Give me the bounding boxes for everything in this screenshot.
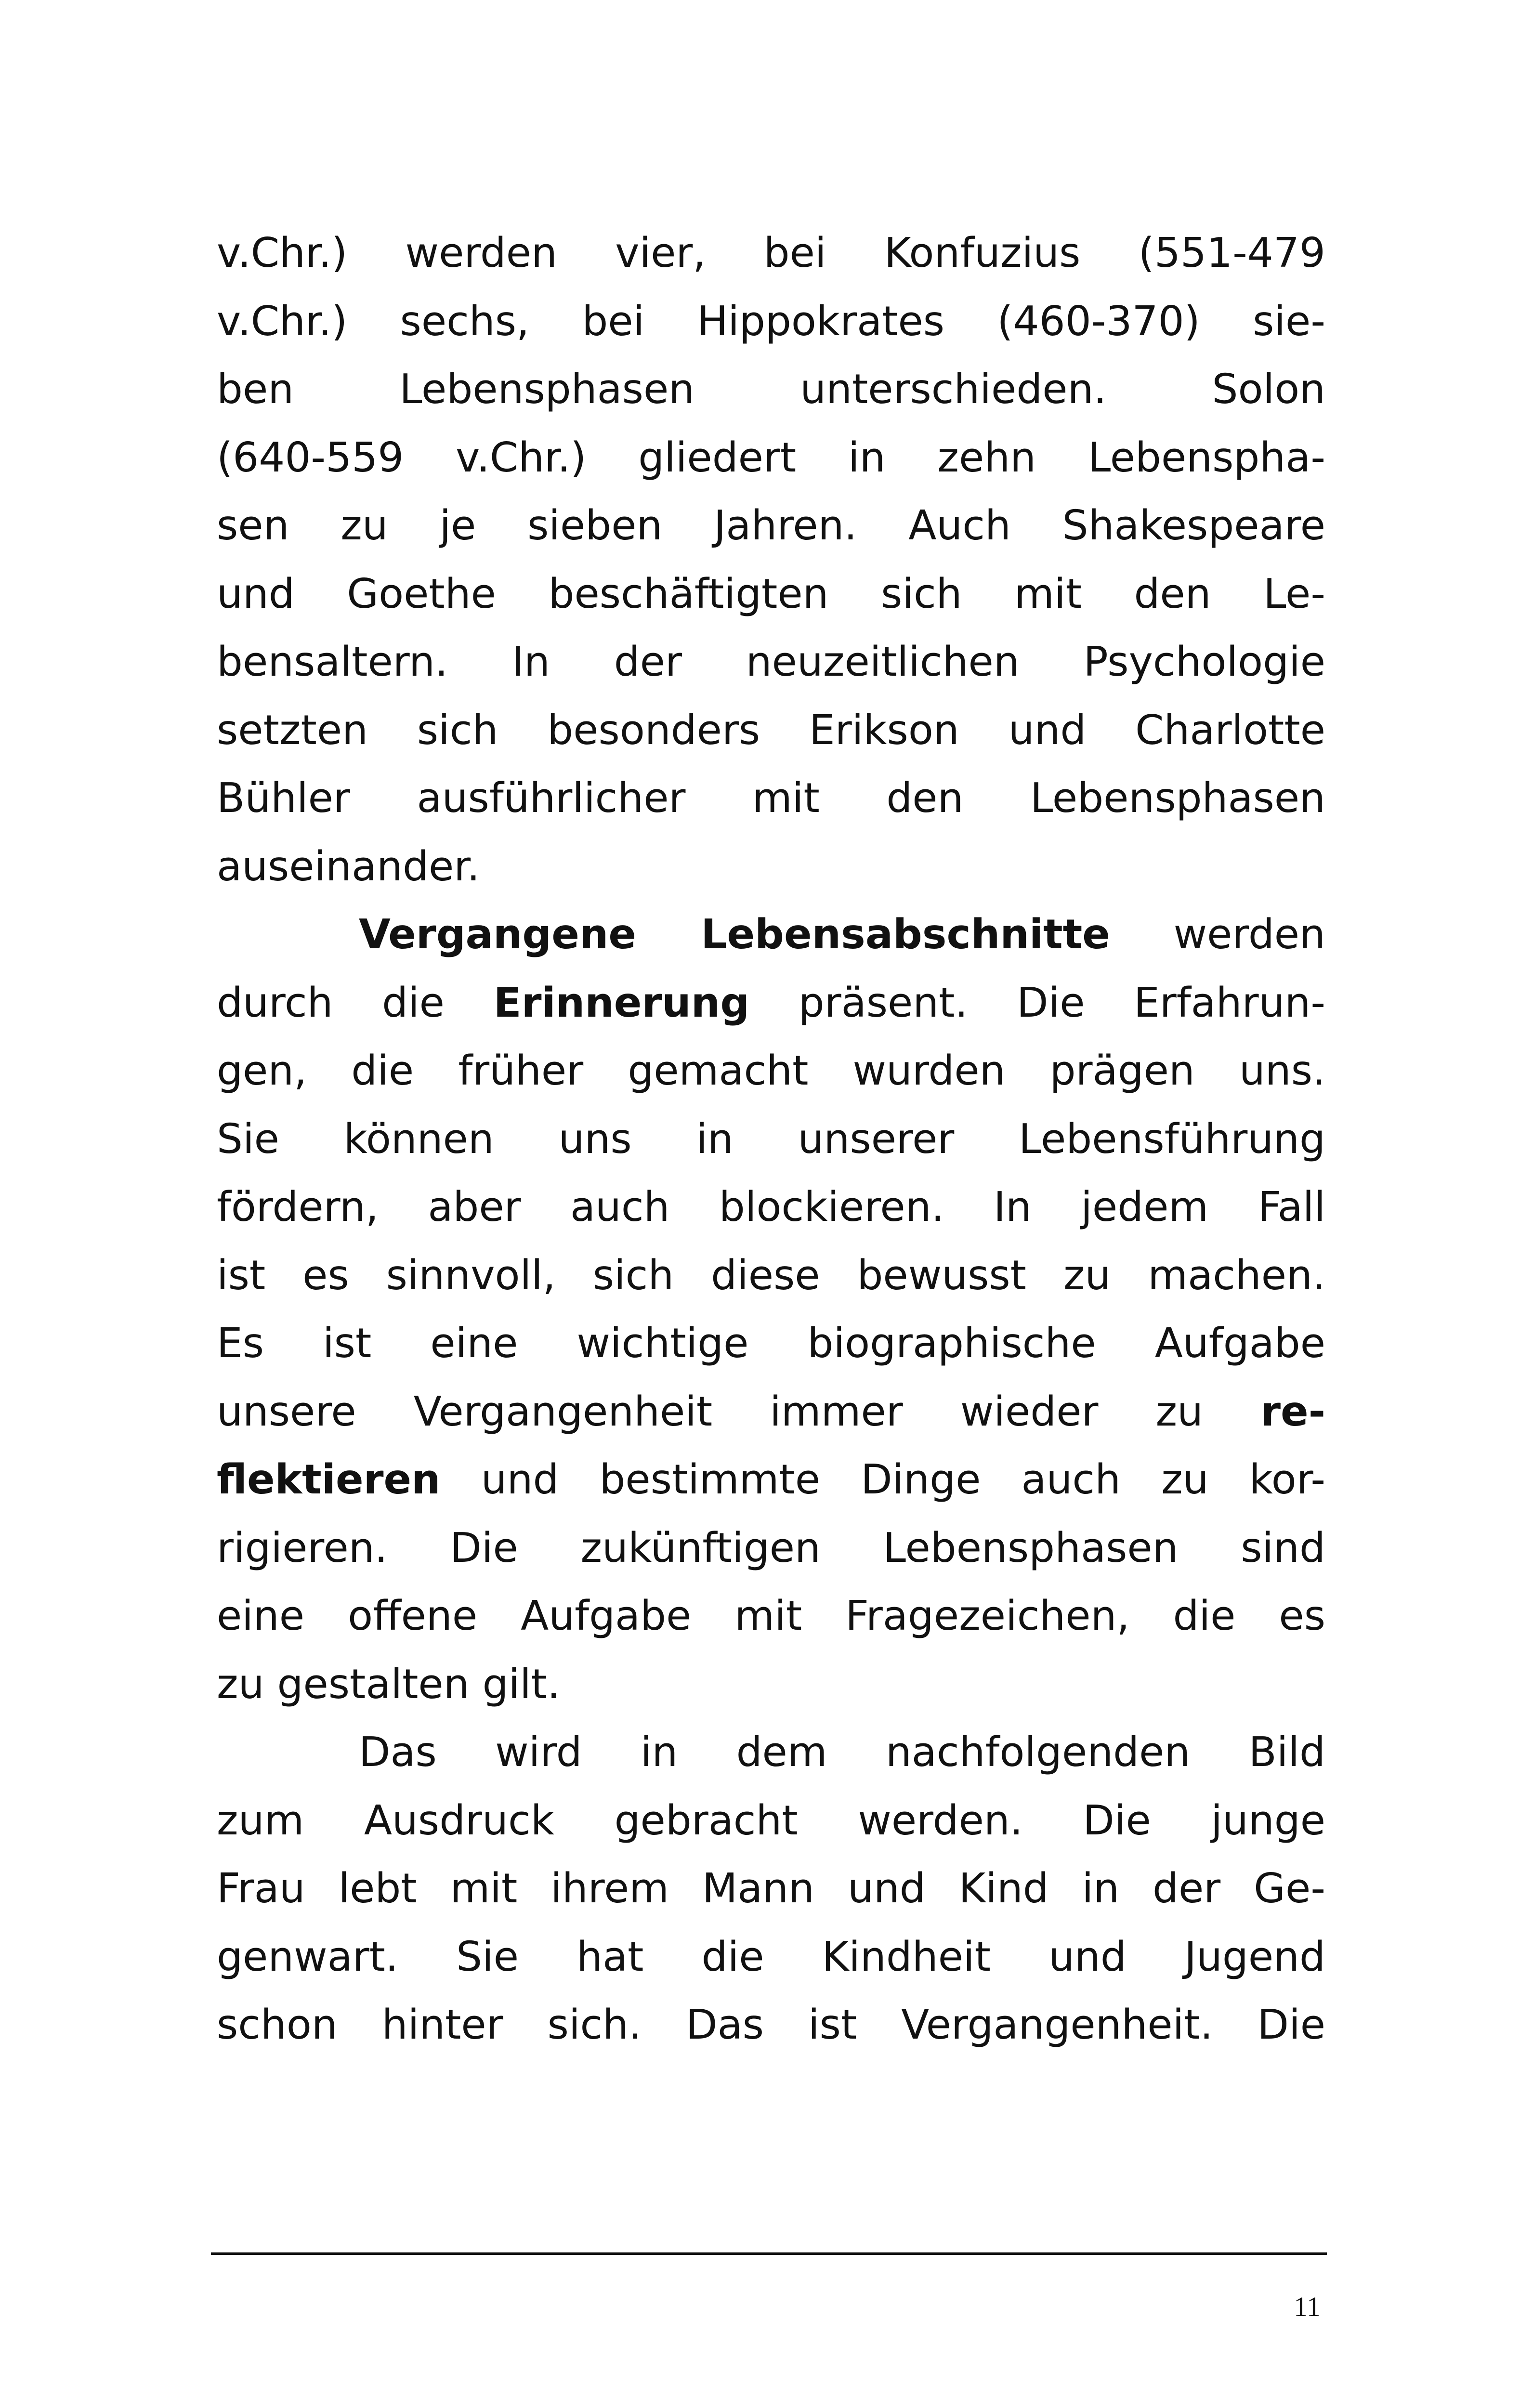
text-line-9: Bühler ausführlicher mit den Lebensphasen: [217, 774, 1325, 822]
text-line-3: ben Lebensphasen unterschieden. Solon: [217, 366, 1325, 413]
page-body: [217, 219, 1325, 2059]
text-line-11: [217, 901, 1325, 969]
text-line-12: [217, 969, 1325, 1037]
text-line-22: zu gestalten gilt.: [217, 1660, 561, 1708]
bold-term-reflektieren-part1: re-: [1260, 1387, 1325, 1436]
text-fragment: präsent. Die Erfahrun-: [749, 979, 1326, 1027]
text-line-26: genwart. Sie hat die Kindheit und Jugend: [217, 1933, 1325, 1981]
text-line-24: zum Ausdruck gebracht werden. Die junge: [217, 1796, 1325, 1845]
text-line-5: sen zu je sieben Jahren. Auch Shakespeare: [217, 502, 1325, 550]
text-line-18: [217, 1378, 1325, 1446]
text-line-16: ist es sinnvoll, sich diese bewusst zu machen.: [217, 1251, 1325, 1299]
text-fragment: durch die: [217, 979, 494, 1027]
text-line-25: Frau lebt mit ihrem Mann und Kind in der Ge-: [217, 1865, 1325, 1912]
text-line-4: (640-559 v.Chr.) gliedert in zehn Lebenspha-: [217, 433, 1325, 482]
text-line-20: rigieren. Die zukünftigen Lebensphasen sind: [217, 1524, 1325, 1572]
text-line-8: setzten sich besonders Erikson und Charlotte: [217, 706, 1325, 754]
text-fragment: werden: [1110, 911, 1325, 958]
bold-term-reflektieren-part2: flektieren: [217, 1456, 441, 1504]
text-line-10: auseinander.: [217, 842, 480, 890]
bold-term-vergangene-lebensabschnitte: Vergangene Lebensabschnitte: [359, 911, 1110, 958]
text-line-13: gen, die früher gemacht wurden prägen uns.: [217, 1047, 1325, 1095]
bold-term-erinnerung: Erinnerung: [493, 979, 750, 1027]
footer-rule: [211, 2252, 1327, 2255]
text-line-23: Das wird in dem nachfolgenden Bild: [359, 1728, 1325, 1776]
text-fragment: unsere Vergangenheit immer wieder zu: [217, 1387, 1261, 1436]
text-line-21: eine offene Aufgabe mit Fragezeichen, die es: [217, 1592, 1325, 1640]
text-line-1: v.Chr.) werden vier, bei Konfuzius (551-479: [217, 229, 1325, 277]
text-line-6: und Goethe beschäftigten sich mit den Le-: [217, 570, 1325, 618]
page-number: 11: [1294, 2291, 1321, 2322]
text-line-2: v.Chr.) sechs, bei Hippokrates (460-370) sie-: [217, 297, 1325, 345]
text-line-7: bensaltern. In der neuzeitlichen Psychologie: [217, 638, 1325, 686]
text-line-19: [217, 1446, 1325, 1514]
text-line-27: schon hinter sich. Das ist Vergangenheit. Die: [217, 2001, 1325, 2049]
text-fragment: und bestimmte Dinge auch zu kor-: [440, 1456, 1325, 1504]
text-line-17: Es ist eine wichtige biographische Aufgabe: [217, 1320, 1325, 1367]
text-line-14: Sie können uns in unserer Lebensführung: [217, 1115, 1325, 1163]
text-line-15: fördern, aber auch blockieren. In jedem Fall: [217, 1183, 1325, 1231]
